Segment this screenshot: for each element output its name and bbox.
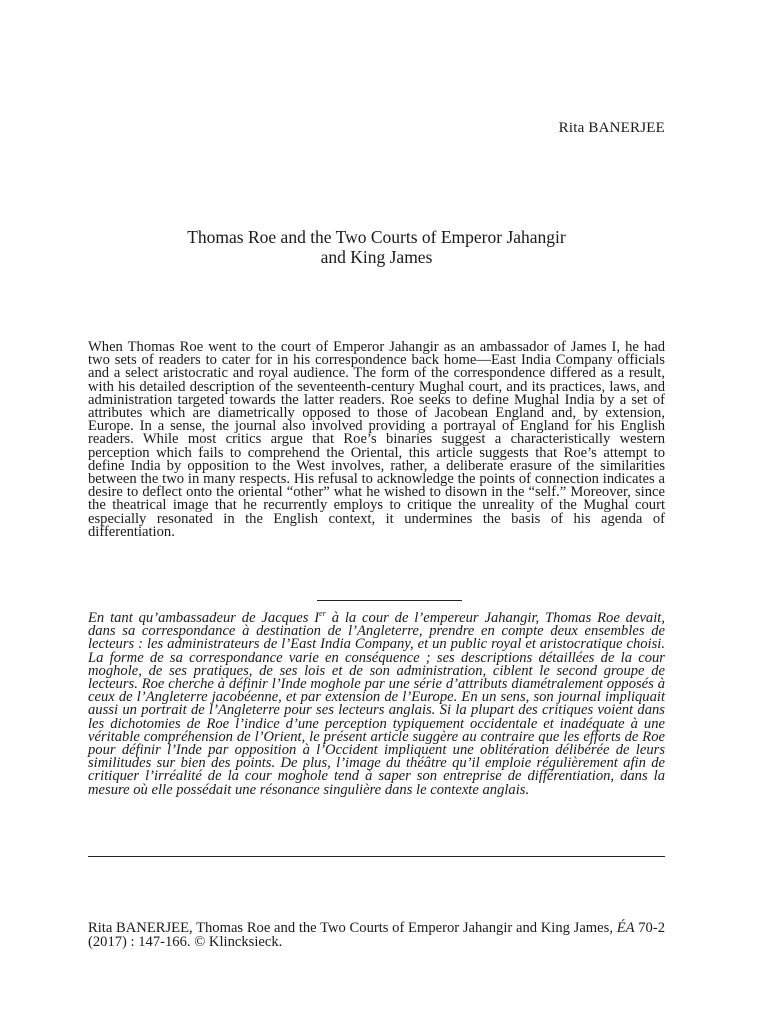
abstract-french-part-1: En tant qu’ambassadeur de Jacques I [88,610,320,626]
section-divider-long [88,856,665,857]
citation-suffix: 70-2 (2017) : 147-166. © Klincksieck. [88,920,665,950]
abstract-french-superscript: er [319,609,326,619]
citation-journal: ÉA [616,920,635,936]
abstract-french-part-2: à la cour de l’empereur Jahangir, Thomas Roe devait, dans sa correspondance à destination de l’Angleterre, prendre en compte deux ensembles de lecteurs : les administrateurs de l’East India Company, et un public royal et aristocratique choisi. La forme de sa correspondance varie en conséquence ; ses descriptions détaillées de la cour moghole, de ses pratiques, de ses lois et de son administration, ciblent le second groupe de lecteurs. Roe cherche à définir l’Inde moghole par une série d’attributs diamétralement opposés à ceux de l’Angleterre jacobéenne, et par extension de l’Europe. En un sens, son journal impliquait aussi un portrait de l’Angleterre pour ses lecteurs anglais. Si la plupart des critiques voient dans les dichotomies de Roe l’indice d’une perception typiquement occidentale et inadéquate à une véritable compréhension de l’Orient, le présent article suggère au contraire que les efforts de Roe pour définir l’Inde par opposition à l’Occident impliquent une oblitération délibérée de leurs similitudes sur bien des points. De plus, l’image du théâtre qu’il emploie régulièrement afin de critiquer l’irréalité de la cour moghole tend à saper son entreprise de différentiation, dans la mesure où elle possédait une résonance singulière dans le contexte anglais. [88,610,665,798]
citation-prefix: Rita BANERJEE, Thomas Roe and the Two Courts of Emperor Jahangir and King James, [88,920,617,936]
abstract-french [88,609,665,798]
running-author: Rita BANERJEE [558,120,665,136]
article-title-line-1: Thomas Roe and the Two Courts of Emperor Jahangir [187,227,566,247]
abstract-english: When Thomas Roe went to the court of Emperor Jahangir as an ambassador of James I, he had two sets of readers to cater for in his correspondence back home—East India Company officials and a select aristocratic and royal audience. The form of the correspondence differed as a result, with his detailed description of the seventeenth-century Mughal court, and its practices, laws, and administration targeted towards the latter readers. Roe seeks to define Mughal India by a set of attributes which are diametrically opposed to those of Jacobean England and, by extension, Europe. In a sense, the journal also involved providing a portrayal of England for his English readers. While most critics argue that Roe’s binaries suggest a characteristically western perception which fails to comprehend the Oriental, this article suggests that Roe’s attempt to define India by opposition to the West involves, rather, a deliberate erasure of the similarities between the two in many respects. His refusal to acknowledge the points of connection indicates a desire to deflect onto the oriental “other” what he wished to disown in the “self.” Moreover, since the theatrical image that he recurrently employs to critique the unreality of the Mughal court especially resonated in the English context, it undermines the basis of his agenda of differentiation. [88,339,665,540]
article-title-line-2: and King James [320,247,433,267]
article-title [88,227,665,267]
citation-footer [88,922,665,949]
section-divider-short [317,600,462,601]
